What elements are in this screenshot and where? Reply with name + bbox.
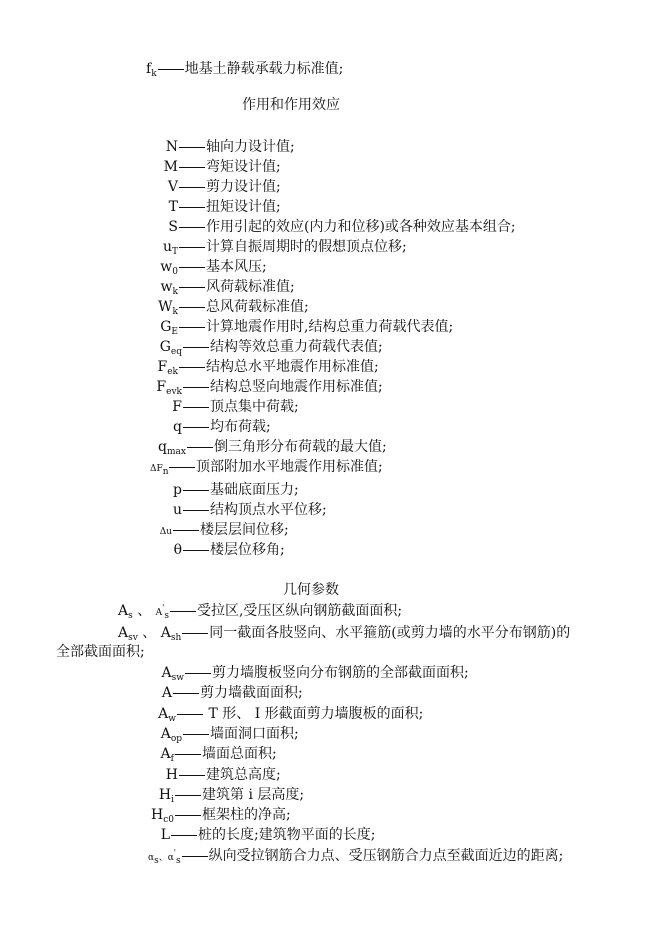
dash-icon [175,795,201,796]
dash-icon [179,307,205,308]
symbol: $w_0$ [160,259,178,277]
row-Asw [156,664,469,682]
symbol: $A_w$ [158,706,176,724]
symbol: T [168,199,178,215]
row-Hi [156,786,304,804]
row-Aw [156,705,423,723]
symbol: S [168,219,178,235]
dash-icon [179,327,205,328]
row-wk [152,278,295,296]
dash-icon [179,287,205,288]
section-heading-geometry: 几何参数 [283,582,339,598]
description: T 形、 I 形截面剪力墙腹板的面积; [204,706,424,722]
description: 楼层位移角; [210,542,285,558]
row-w0 [152,258,267,276]
symbol: $A_{op}$ [160,726,182,744]
dash-icon [185,673,211,674]
row-GE [152,318,453,336]
description: 倒三角形分布荷载的最大值; [214,439,387,455]
symbol: $A_{sv}$ 、 $A_{sh}$ [118,625,182,643]
description: 同一截面各肢竖向、水平箍筋(或剪力墙的水平分布钢筋)的 [209,625,571,641]
row-Geq [152,338,383,356]
row-qmax [152,438,387,456]
dash-icon [175,754,201,755]
row-T [152,198,281,216]
description: 扭矩设计值; [206,199,281,215]
row-Asv [118,624,570,642]
symbol: $A_{sw}$ [161,665,184,683]
symbol: $W_k$ [158,299,178,317]
symbol: V [167,179,178,195]
symbol: M [163,159,178,175]
dash-icon [179,207,205,208]
dash-icon [169,467,195,468]
description: 剪力墙截面面积; [200,685,303,701]
dash-icon [177,714,203,715]
row-Af [156,745,277,763]
dash-icon [183,407,209,408]
row-As [118,602,402,622]
description: 计算地震作用时,结构总重力荷载代表值; [206,319,454,335]
symbol: Δu [159,527,172,537]
symbol: F [172,399,182,415]
row-deltaFn [150,458,383,478]
dash-icon [179,267,205,268]
symbol: q [173,419,182,435]
dash-icon [183,734,209,735]
dash-icon [179,227,205,228]
dash-icon [183,347,209,348]
description: 作用引起的效应(内力和位移)或各种效应基本组合; [206,219,516,235]
row-p [152,481,299,499]
symbol: p [173,482,182,498]
symbol: $G_{eq}$ [159,339,182,357]
symbol: $\alpha_s$、$\alpha'_s$ [148,848,181,866]
symbol: $q_{max}$ [158,439,186,457]
description: 结构顶点水平位移; [210,502,327,518]
symbol: θ [173,542,182,558]
description: 基础底面压力; [210,482,299,498]
description: 建筑总高度; [206,767,281,783]
description: 墙面洞口面积; [210,726,299,742]
dash-icon [179,187,205,188]
row-Wk [152,298,309,316]
dash-icon [183,427,209,428]
symbol: N [165,139,178,155]
description: 均布荷载; [210,419,271,435]
symbol: $H_i$ [158,787,174,805]
row-u [152,501,327,519]
dash-icon [179,367,205,368]
description: 建筑第 i 层高度; [202,787,305,803]
dash-icon [179,167,205,168]
row-V [152,178,281,196]
dash-icon [175,815,201,816]
symbol: $G_E$ [160,319,178,337]
description: 剪力墙腹板竖向分布钢筋的全部截面面积; [212,665,469,681]
description: 墙面总面积; [202,746,277,762]
dash-icon [183,490,209,491]
symbol: $w_k$ [160,279,178,297]
row-deltau [152,521,289,541]
description: 地基土静载承载力标准值; [184,61,344,77]
row-Aop [156,725,299,743]
symbol: u [172,502,182,518]
dash-icon [183,387,209,388]
description: 顶点集中荷载; [210,399,299,415]
dash-icon [179,147,205,148]
symbol: $F_{evk}$ [156,379,182,397]
description: 纵向受拉钢筋合力点、受压钢筋合力点至截面近边的距离; [208,848,564,864]
dash-icon [170,611,196,612]
symbol: A [161,685,172,701]
symbol: $u_T$ [162,239,178,257]
symbol: $A_s$ 、 $A'_s$ [118,603,169,621]
row-L [156,826,375,844]
symbol: $\Delta F_n$ [150,464,169,477]
row-Hc0 [148,806,291,824]
description: 风荷载标准值; [206,279,295,295]
dash-icon [158,69,184,70]
symbol: $F_{ek}$ [157,359,178,377]
description: 结构总竖向地震作用标准值; [210,379,383,395]
section-heading-actions: 作用和作用效应 [242,97,340,113]
dash-icon [182,856,208,857]
row-Fevk [152,378,383,396]
description: 顶部附加水平地震作用标准值; [196,459,383,475]
description: 框架柱的净高; [202,807,291,823]
row-F [152,398,299,416]
dash-icon [183,510,209,511]
description: 基本风压; [206,259,267,275]
row-alpha-s [148,847,563,867]
row-q [152,418,271,436]
description: 轴向力设计值; [206,139,295,155]
row-Fek [152,358,379,376]
dash-icon [179,247,205,248]
row-theta [152,541,285,559]
dash-icon [171,835,197,836]
row-A [156,684,303,702]
symbol: L [160,827,170,843]
description: 结构总水平地震作用标准值; [206,359,379,375]
row-uT [152,238,407,256]
description: 剪力设计值; [206,179,281,195]
row-H [156,766,281,784]
row-S [152,218,516,236]
dash-icon [182,633,208,634]
description: 结构等效总重力荷载代表值; [210,339,383,355]
symbol: $f_k$ [146,61,157,79]
dash-icon [183,550,209,551]
dash-icon [173,693,199,694]
symbol: $A_f$ [160,746,174,764]
dash-icon [173,530,199,531]
description: 桩的长度;建筑物平面的长度; [198,827,376,843]
row-fk [146,60,343,78]
dash-icon [187,447,213,448]
row-Asv-continued: 全部截面面积; [56,644,145,660]
description: 总风荷载标准值; [206,299,309,315]
dash-icon [179,775,205,776]
description: 受拉区,受压区纵向钢筋截面面积; [196,603,403,619]
symbol: $H_{c0}$ [151,807,174,825]
symbol: H [165,767,178,783]
description: 楼层层间位移; [200,522,289,538]
description: 计算自振周期时的假想顶点位移; [206,239,407,255]
row-N [152,138,295,156]
row-M [152,158,281,176]
description: 弯矩设计值; [206,159,281,175]
